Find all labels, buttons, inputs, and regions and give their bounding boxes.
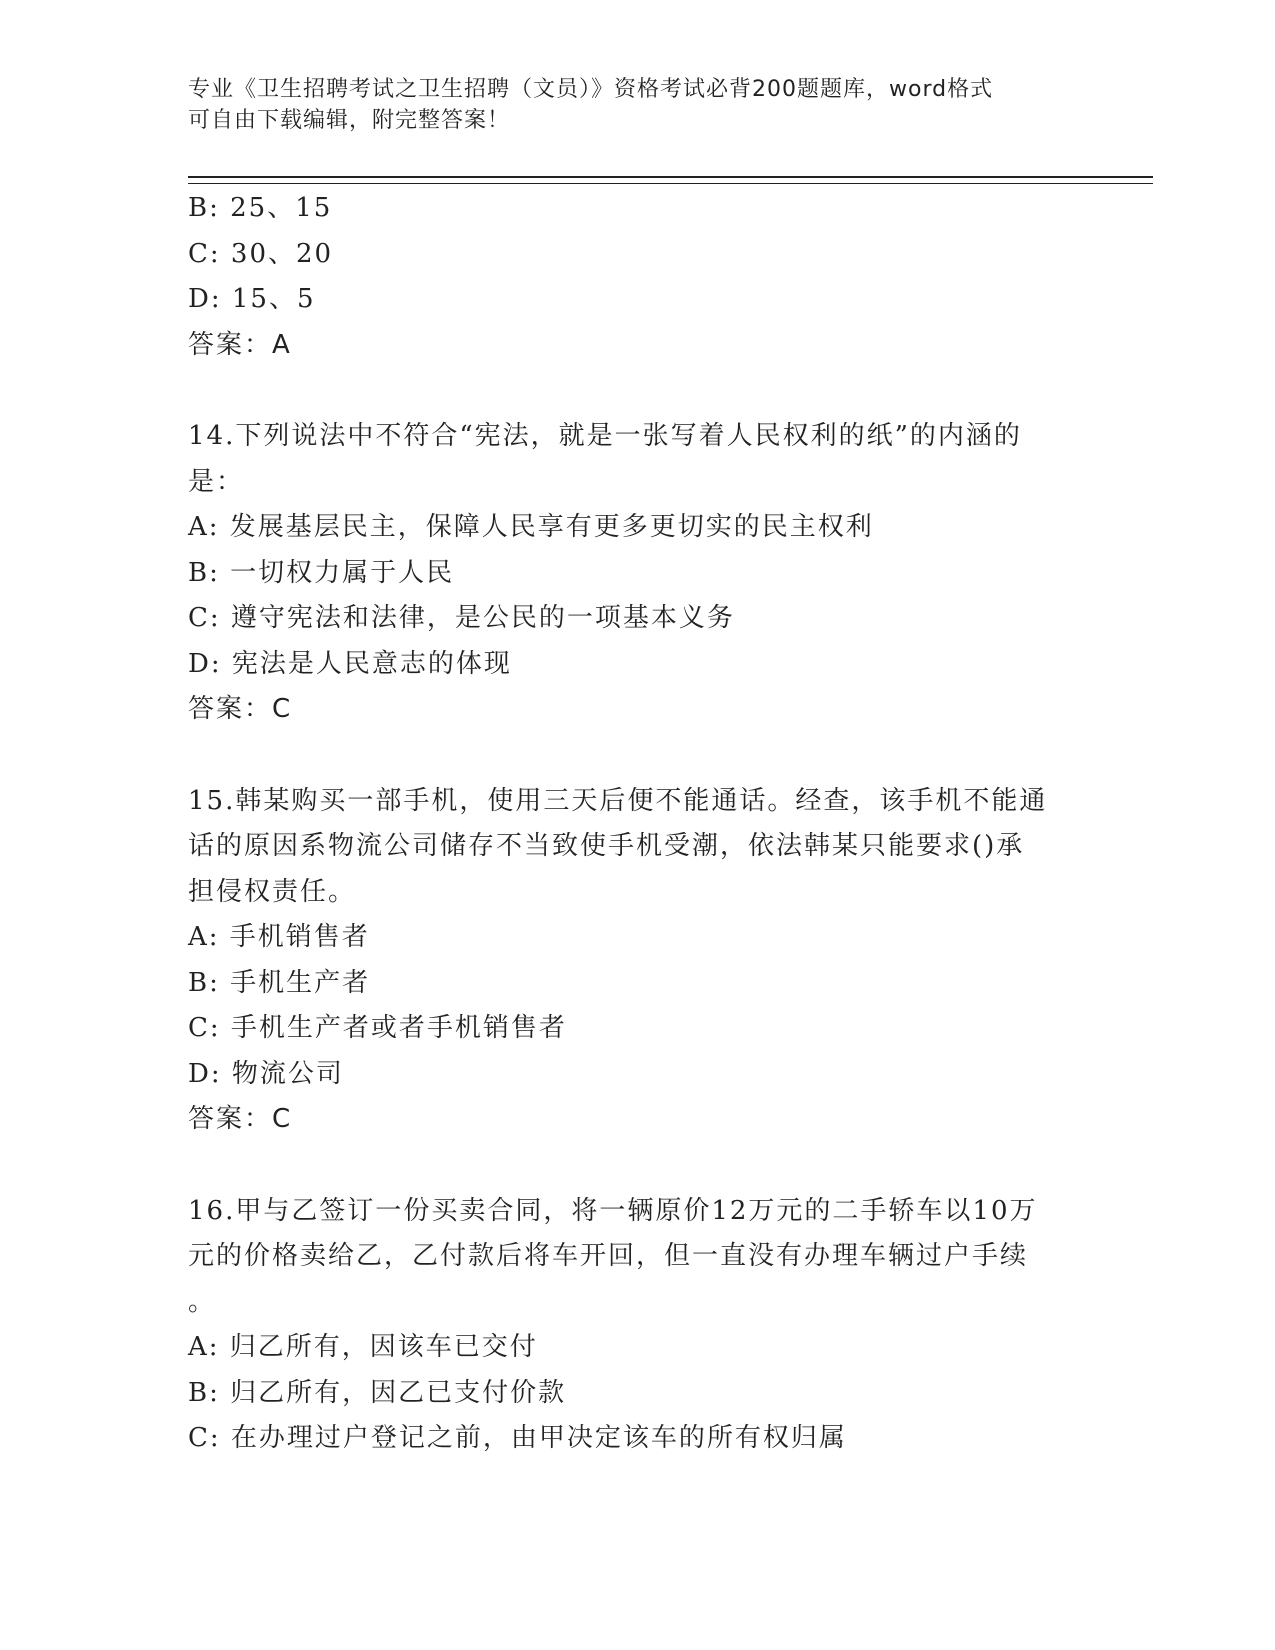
option-b: B: 归乙所有，因乙已支付价款 [188,1377,567,1408]
header-title-line-2: 可自由下载编辑，附完整答案！ [188,108,511,133]
option-a: A: 归乙所有，因该车已交付 [188,1332,538,1362]
question-stem: 16.甲与乙签订一份买卖合同，将一辆原价12万元的二手轿车以10万 [188,1195,1038,1226]
question-stem: 是： [188,466,245,497]
option-c: C: 在办理过户登记之前，由甲决定该车的所有权归属 [188,1423,847,1453]
option-b: B: 25、15 [188,193,333,223]
question-stem: 15.韩某购买一部手机，使用三天后便不能通话。经查，该手机不能通 [188,785,1048,816]
option-b: B: 一切权力属于人民 [188,557,455,588]
question-15 [188,779,1088,1143]
question-content [188,186,1088,1462]
option-c: C: 手机生产者或者手机销售者 [188,1013,567,1043]
question-stem: 14.下列说法中不符合“宪法，就是一张写着人民权利的纸”的内涵的 [188,421,1022,451]
question-stem: 。 [188,1286,217,1317]
question-stem: 话的原因系物流公司储存不当致使手机受潮，依法韩某只能要求()承 [188,831,1025,861]
option-d: D: 宪法是人民意志的体现 [188,648,512,679]
option-d: D: 物流公司 [188,1058,344,1089]
question-13-remainder [188,186,1088,368]
answer: 答案：C [188,694,293,724]
option-b: B: 手机生产者 [188,967,371,998]
question-stem: 元的价格卖给乙，乙付款后将车开回，但一直没有办理车辆过户手续 [188,1241,1029,1271]
spacer [188,1143,1088,1189]
answer: 答案：C [188,1104,293,1134]
option-d: D: 15、5 [188,284,316,314]
question-stem: 担侵权责任。 [188,876,357,907]
header-divider [188,176,1153,184]
question-16 [188,1189,1088,1462]
option-a: A: 发展基层民主，保障人民享有更多更切实的民主权利 [188,512,874,542]
question-14 [188,414,1088,733]
spacer [188,368,1088,414]
option-c: C: 30、20 [188,238,334,269]
header-title-line-1: 专业《卫生招聘考试之卫生招聘（文员）》资格考试必背200题题库，word格式 [188,77,994,102]
spacer [188,733,1088,779]
option-a: A: 手机销售者 [188,922,370,952]
option-c: C: 遵守宪法和法律，是公民的一项基本义务 [188,603,735,633]
document-header [188,74,1068,136]
answer: 答案：A [188,329,292,360]
